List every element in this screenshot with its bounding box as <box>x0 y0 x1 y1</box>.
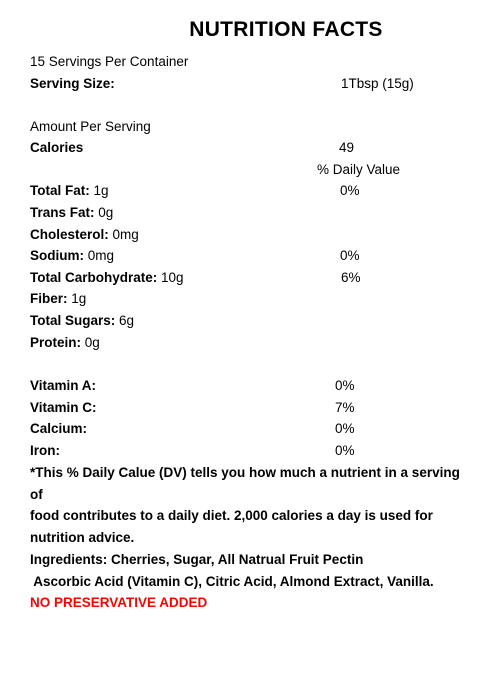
serving-size-value: 1Tbsp (15g) <box>341 76 414 91</box>
vitamin-dv: 0% <box>335 443 355 458</box>
vitamin-dv: 7% <box>335 400 355 415</box>
daily-value-header: % Daily Value <box>317 162 401 177</box>
vitamin-dv: 0% <box>335 378 355 393</box>
vitamin-label: Calcium: <box>30 421 88 436</box>
calories-value: 49 <box>339 140 355 155</box>
serving-size-label: Serving Size: <box>30 76 115 91</box>
nutrient-row <box>30 335 100 350</box>
ingredients-line: Ascorbic Acid (Vitamin C), Citric Acid, Almond Extract, Vanilla. <box>30 573 434 589</box>
vitamin-dv: 0% <box>335 421 355 436</box>
nutrient-label: Trans Fat: <box>30 205 95 220</box>
footnote-line: *This % Daily Calue (DV) tells you how much a nutrient in a serving of <box>30 465 460 502</box>
nutrient-amount: 0mg <box>87 248 115 263</box>
nutrient-amount: 1g <box>93 183 109 198</box>
ingredients <box>30 549 475 614</box>
nutrient-amount: 10g <box>161 270 184 285</box>
nutrient-row <box>30 227 139 242</box>
nutrient-row <box>30 183 109 198</box>
vitamin-label: Vitamin A: <box>30 378 97 393</box>
nutrient-label: Fiber: <box>30 291 68 306</box>
nutrient-row <box>30 248 114 263</box>
nutrient-label: Protein: <box>30 335 82 350</box>
nutrient-row <box>30 313 134 328</box>
ingredients-line: Ingredients: Cherries, Sugar, All Natrual Fruit Pectin <box>30 552 364 567</box>
nutrient-label: Total Carbohydrate: <box>30 270 158 285</box>
nutrient-row <box>30 205 113 220</box>
servings-per-container: 15 Servings Per Container <box>30 54 189 69</box>
preservative-warning: NO PRESERVATIVE ADDED <box>30 595 208 611</box>
page-title: NUTRITION FACTS <box>189 18 383 41</box>
nutrient-dv: 6% <box>341 270 361 285</box>
daily-value-footnote <box>30 462 475 548</box>
nutrient-row <box>30 291 86 306</box>
nutrient-amount: 6g <box>119 313 135 328</box>
vitamin-label: Iron: <box>30 443 60 458</box>
nutrient-label: Cholesterol: <box>30 227 109 242</box>
nutrient-label: Total Sugars: <box>30 313 116 328</box>
footnote-line: nutrition advice. <box>30 529 135 545</box>
nutrient-label: Sodium: <box>30 248 84 263</box>
nutrient-amount: 0g <box>84 335 100 350</box>
amount-per-serving: Amount Per Serving <box>30 119 151 134</box>
nutrient-label: Total Fat: <box>30 183 90 198</box>
nutrient-dv: 0% <box>340 183 360 198</box>
nutrient-dv: 0% <box>340 248 360 263</box>
nutrient-amount: 0g <box>98 205 114 220</box>
nutrient-amount: 1g <box>71 291 87 306</box>
vitamin-label: Vitamin C: <box>30 400 97 415</box>
nutrient-row <box>30 270 184 285</box>
calories-label: Calories <box>30 140 84 155</box>
nutrient-amount: 0mg <box>112 227 139 242</box>
footnote-line: food contributes to a daily diet. 2,000 calories a day is used for <box>30 508 433 524</box>
